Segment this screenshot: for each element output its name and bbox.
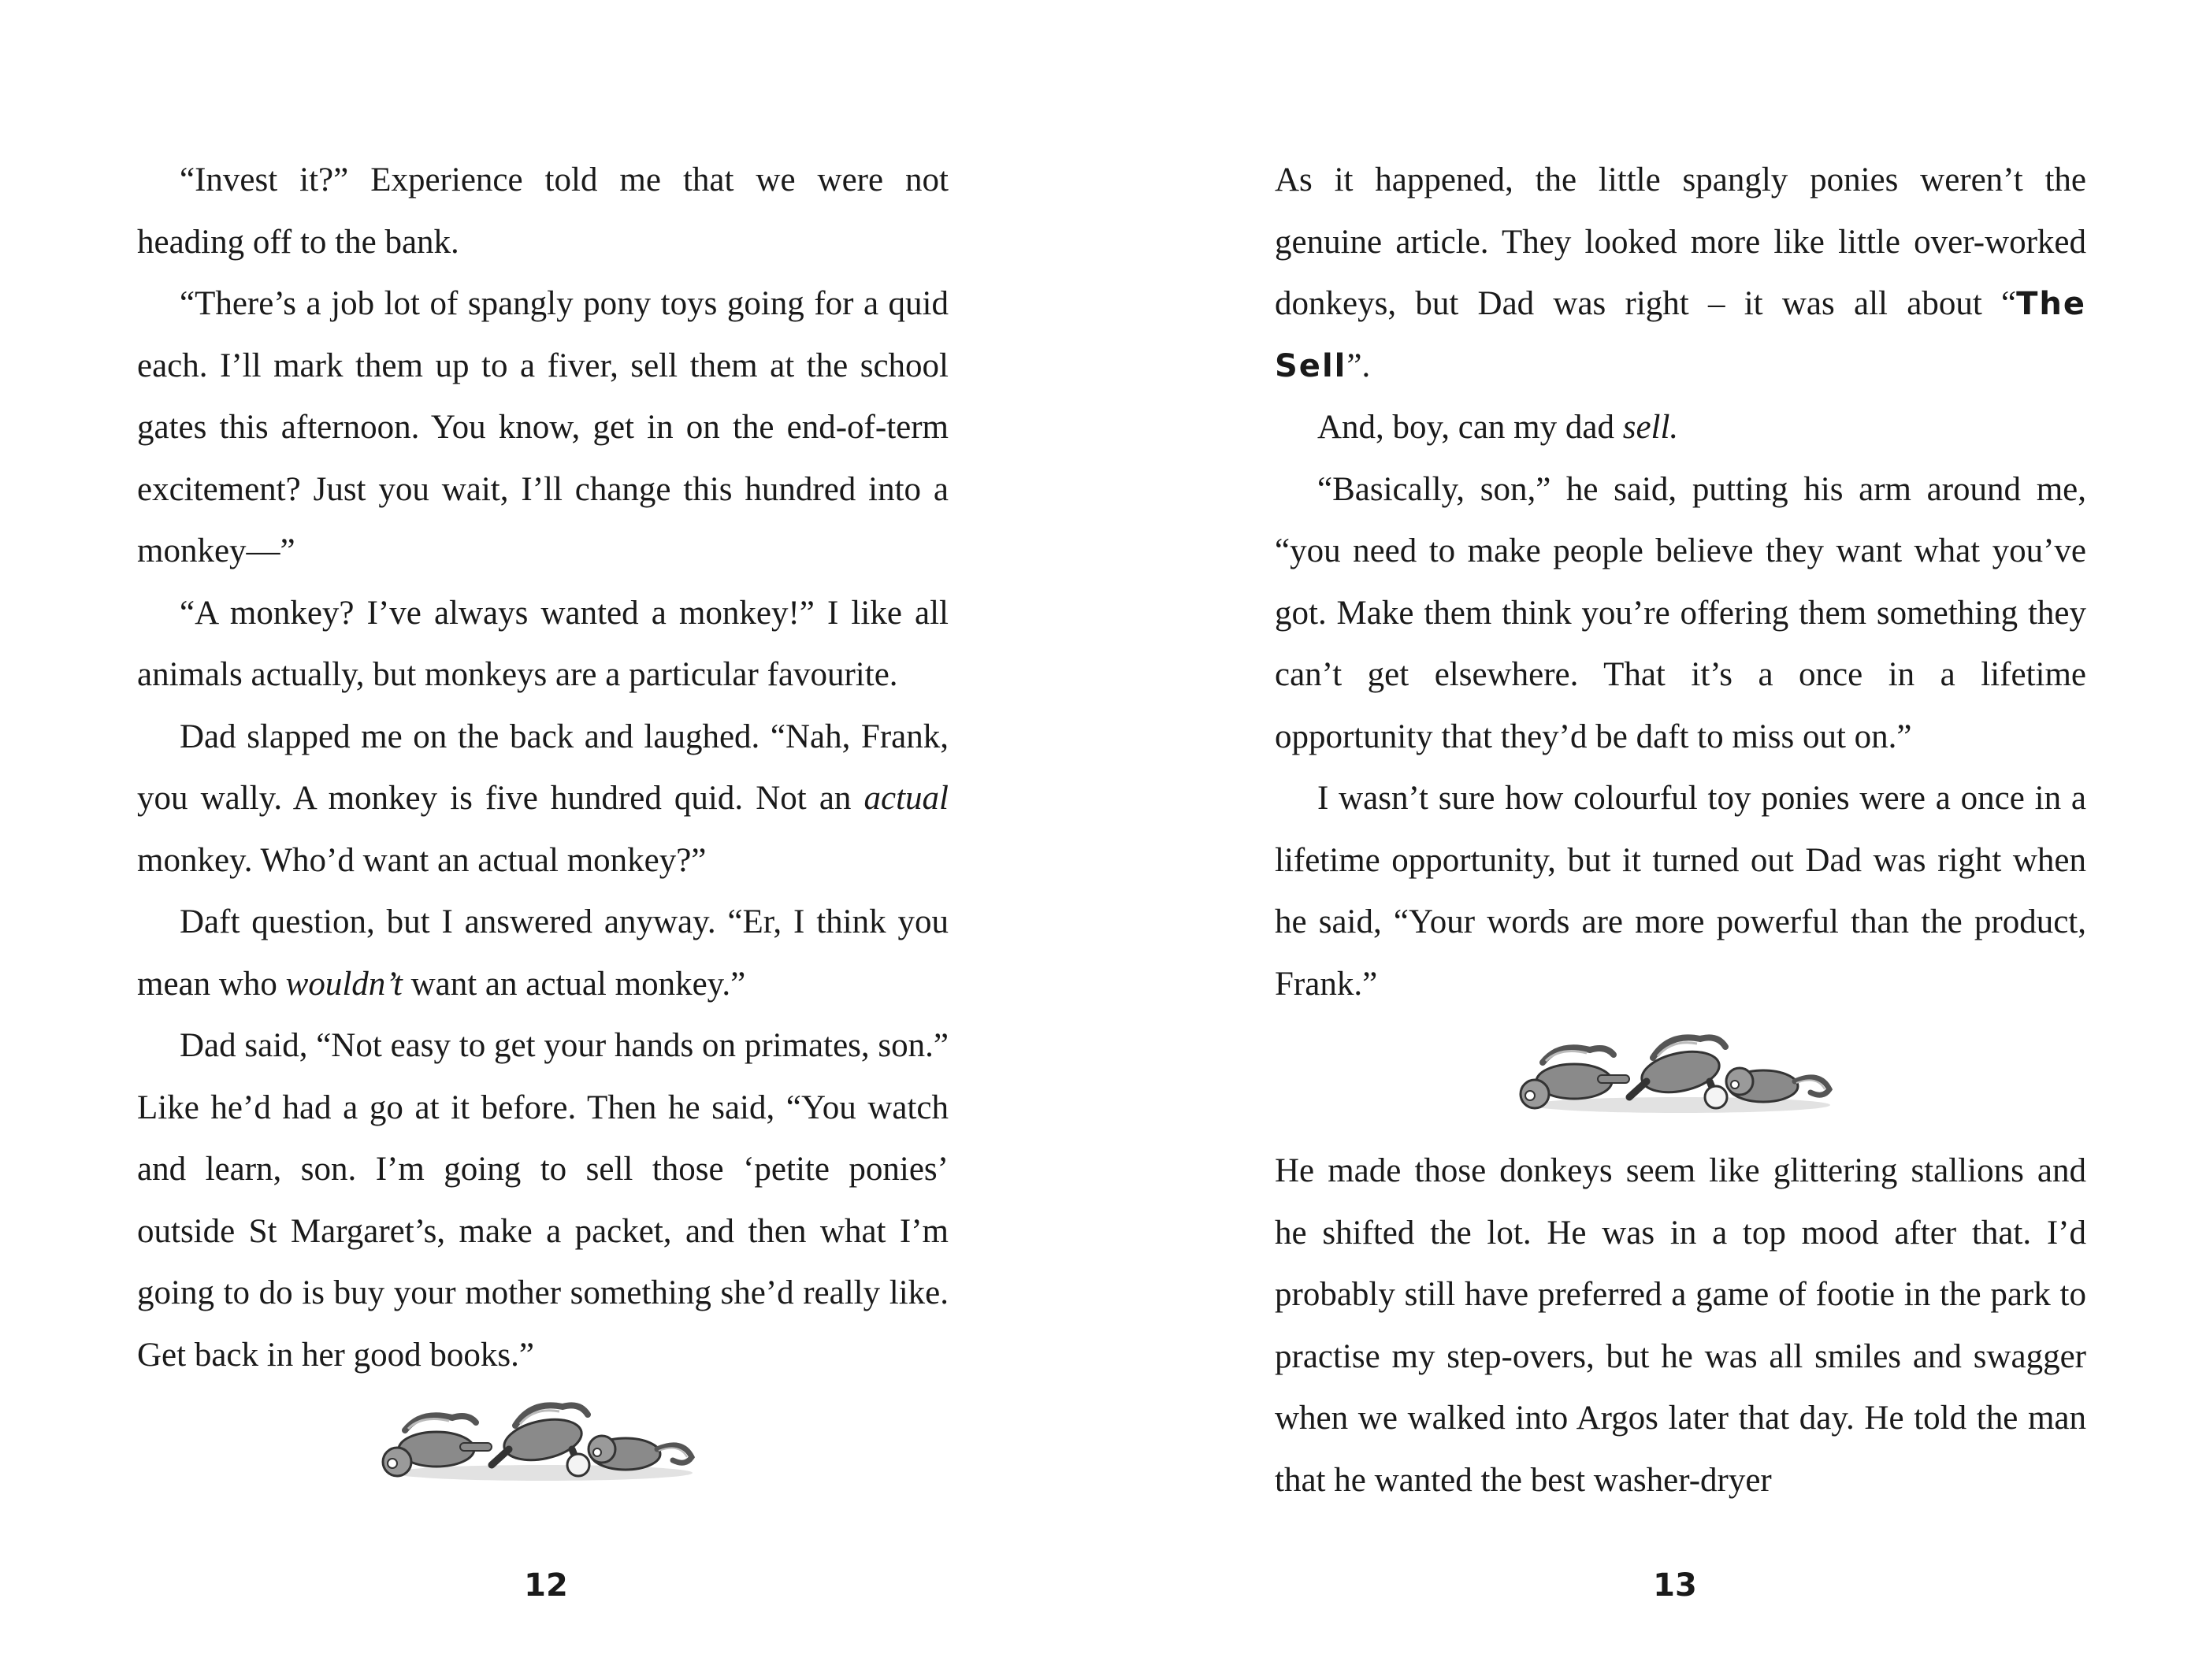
paragraph: Dad said, “Not easy to get your hands on primates, son.” Like he’d had a go at it before. Then he said, “You watch and learn, son. I’m going to sell those ‘petite ponies’ outside St Margaret’s, make a packet, and then what I’m going to do is buy your mother something she’d really like. Get back in her good books.” xyxy=(137,1027,949,1374)
paragraph: “Basically, son,” he said, putting his arm around me, “you need to make people believe they want what you’ve got. Make them think you’re offering them something they can’t get elsewhere. That it’s a once in a lifetime opportunity that they’d be daft to miss out on.” xyxy=(1275,470,2086,755)
emphasis: wouldn’t xyxy=(285,965,403,1003)
paragraph-text: ”. xyxy=(1346,347,1371,384)
paragraph-text: Daft question, but I answered anyway. “Er, I think you mean who xyxy=(137,903,949,1003)
paragraph: “A monkey? I’ve always wanted a monkey!” I like all animals actually, but monkeys are a particular favourite. xyxy=(137,594,949,693)
right-page-text xyxy=(1275,150,2086,1511)
pony-toys-illustration xyxy=(373,1394,712,1489)
paragraph-text: As it happened, the little spangly ponies weren’t the genuine article. They looked more like little over-worked donkeys, but Dad was right – it was all about “ xyxy=(1275,161,2086,322)
pony-toys-illustration xyxy=(1511,1026,1850,1121)
the-sell-heading: The Sell xyxy=(1275,286,2086,384)
paragraph: He made those donkeys seem like glittering stallions and he shifted the lot. He was in a top mood after that. I’d probably still have preferred a game of footie in the park to practise my step-overs, but he was all smiles and swagger when we walked into Argos later that day. He told the man that he wanted the best washer-dryer xyxy=(1275,1152,2086,1499)
paragraph-text: want an actual monkey.” xyxy=(402,965,746,1003)
left-page-text xyxy=(137,150,949,1489)
paragraph-text: And, boy, can my dad xyxy=(1317,409,1623,446)
emphasis: actual xyxy=(863,780,949,817)
right-page xyxy=(1103,0,2206,1680)
paragraph xyxy=(1275,397,2086,459)
paragraph-text: monkey. Who’d want an actual monkey?” xyxy=(137,841,707,879)
paragraph xyxy=(137,892,949,1015)
page-number: 13 xyxy=(1653,1567,1697,1604)
emphasis: sell. xyxy=(1622,409,1679,446)
paragraph xyxy=(137,706,949,892)
paragraph: “There’s a job lot of spangly pony toys going for a quid each. I’ll mark them up to a fiver, sell them at the school gates this afternoon. You know, get in on the end-of-term excitement? Just you wait, I’ll change this hundred into a monkey—” xyxy=(137,285,949,569)
paragraph xyxy=(1275,150,2086,397)
page-number: 12 xyxy=(524,1567,568,1604)
paragraph: “Invest it?” Experience told me that we were not heading off to the bank. xyxy=(137,161,949,261)
pony-figure-3 xyxy=(1726,1068,1829,1102)
pony-figure-3 xyxy=(589,1436,692,1470)
paragraph-text: Dad slapped me on the back and laughed. “Nah, Frank, you wally. A monkey is five hundred quid. Not an xyxy=(137,718,949,817)
paragraph: I wasn’t sure how colourful toy ponies were a once in a lifetime opportunity, but it turned out Dad was right when he said, “Your words are more powerful than the product, Frank.” xyxy=(1275,780,2086,1003)
